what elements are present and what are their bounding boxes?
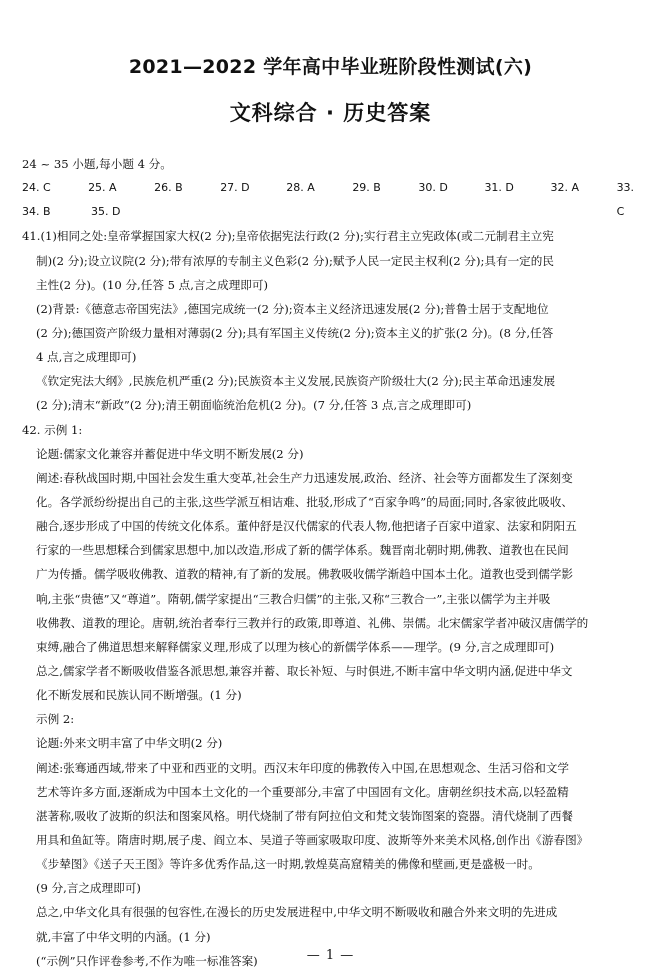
example-2-line: 湛著称,吸收了波斯的织法和图案风格。明代烧制了带有阿拉伯文和梵文装饰图案的瓷器。清代烧制了西餐 (36, 808, 574, 823)
example-2-conclusion: 就,丰富了中华文明的内涵。(1 分) (36, 929, 211, 944)
page-title: 2021—2022 学年高中毕业班阶段性测试(六) (128, 56, 533, 78)
example-1-line: 融合,逐步形成了中国的传统文化体系。董仲舒是汉代儒家的代表人物,他把诸子百家中道家、法家和阴阳五 (36, 519, 577, 534)
answer-item: 31. D (484, 181, 514, 195)
example-1-label: 42. 示例 1: (22, 422, 83, 437)
example-1-line: 行家的一些思想糅合到儒家思想中,加以改造,形成了新的儒学体系。魏晋南北朝时期,佛教、道教也在民间 (36, 543, 569, 558)
q41-line: (2)背景:《德意志帝国宪法》,德国完成统一(2 分);资本主义经济迅速发展(2 分);普鲁士居于支配地位 (36, 301, 549, 316)
example-1-conclusion: 总之,儒家学者不断吸收借鉴各派思想,兼容并蓄、取长补短、与时俱进,不断丰富中华文明内涵,促进中华文 (36, 663, 573, 678)
example-2-line: 用具和鱼缸等。隋唐时期,展子虔、阎立本、吴道子等画家吸取印度、波斯等外来美术风格,创作出《游春图》 (36, 832, 589, 847)
example-1-line: 广为传播。儒学吸收佛教、道教的精神,有了新的发展。佛教吸收儒学渐趋中国本土化。道教也受到儒学影 (36, 567, 574, 582)
example-2-line: (9 分,言之成理即可) (36, 881, 141, 896)
q41-line: 41.(1)相同之处:皇帝掌握国家大权(2 分);皇帝依据宪法行政(2 分);实行君主立宪政体(或二元制君主立宪 (22, 229, 554, 244)
answer-item: 34. B (22, 205, 51, 219)
question-41 (22, 224, 644, 417)
answer-item: 30. D (418, 181, 448, 195)
answer-item: 33. C (616, 181, 635, 219)
example-2-line: 《步辇图》《送子天王图》等许多优秀作品,这一时期,敦煌莫高窟精美的佛像和壁画,更是盛极一时。 (36, 857, 540, 872)
example-1-line: 束缚,融合了佛道思想来解释儒家义理,形成了以理为核心的新儒学体系——理学。(9 分,言之成理即可) (36, 639, 555, 654)
q41-line: 《钦定宪法大纲》,民族危机严重(2 分);民族资本主义发展,民族资产阶级壮大(2 分);民主革命迅速发展 (36, 374, 556, 389)
mc-answers-row-2 (22, 200, 644, 224)
q41-line: 制)(2 分);设立议院(2 分);带有浓厚的专制主义色彩(2 分);赋予人民一定民主权利(2 分);具有一定的民 (36, 253, 554, 268)
q41-line: 4 点,言之成理即可) (36, 350, 137, 365)
answer-item: 29. B (352, 181, 381, 195)
example-1-conclusion: 化不断发展和民族认同不断增强。(1 分) (36, 688, 242, 703)
answer-item: 26. B (154, 181, 183, 195)
answer-item: 25. A (88, 181, 117, 195)
page-subtitle: 文科综合 · 历史答案 (229, 101, 432, 125)
q41-line: (2 分);德国资产阶级力量相对薄弱(2 分);具有军国主义传统(2 分);资本主义的扩张(2 分)。(8 分,任答 (36, 325, 554, 340)
mc-intro: 24 ~ 35 小题,每小题 4 分。 (22, 157, 172, 171)
answer-body (22, 152, 644, 973)
example-1-line: 响,主张“贵德”又“尊道”。隋朝,儒学家提出“三教合归儒”的主张,又称“三教合一”,主张以儒学为主并吸 (36, 591, 551, 606)
example-2-line: 艺术等许多方面,逐渐成为中国本土文化的一个重要部分,丰富了中国固有文化。唐朝丝织技术高,以轻盈精 (36, 784, 569, 799)
grading-note: (“示例”只作评卷参考,不作为唯一标准答案) (36, 953, 258, 968)
example-1-line: 收佛教、道教的理论。唐朝,统治者奉行三教并行的政策,即尊道、礼佛、崇儒。北宋儒家学者冲破汉唐儒学的 (36, 615, 589, 630)
example-2-thesis: 论题:外来文明丰富了中华文明(2 分) (36, 736, 223, 751)
example-2-line: 阐述:张骞通西域,带来了中亚和西亚的文明。西汉末年印度的佛教传入中国,在思想观念、生活习俗和文学 (36, 760, 569, 775)
example-2-label: 示例 2: (36, 712, 75, 727)
example-1-line: 化。各学派纷纷提出自己的主张,这些学派互相诘难、批驳,形成了“百家争鸣”的局面;同时,各家彼此吸收、 (36, 494, 573, 509)
answer-item: 32. A (550, 181, 580, 195)
page-number: — 1 — (306, 948, 355, 963)
example-1-thesis: 论题:儒家文化兼容并蓄促进中华文明不断发展(2 分) (36, 446, 304, 461)
q41-line: 主性(2 分)。(10 分,任答 5 点,言之成理即可) (36, 277, 269, 292)
answer-item: 27. D (220, 181, 250, 195)
question-42 (22, 418, 644, 973)
answer-item: 24. C (22, 181, 51, 195)
answer-item: 28. A (286, 181, 315, 195)
example-1-line: 阐述:春秋战国时期,中国社会发生重大变革,社会生产力迅速发展,政治、经济、社会等方面都发生了深刻变 (36, 470, 573, 485)
q41-line: (2 分);清末“新政”(2 分);清王朝面临统治危机(2 分)。(7 分,任答 3 点,言之成理即可) (36, 398, 472, 413)
answer-item: 35. D (91, 205, 121, 219)
example-2-conclusion: 总之,中华文化具有很强的包容性,在漫长的历史发展进程中,中华文明不断吸收和融合外来文明的先进成 (36, 905, 558, 920)
